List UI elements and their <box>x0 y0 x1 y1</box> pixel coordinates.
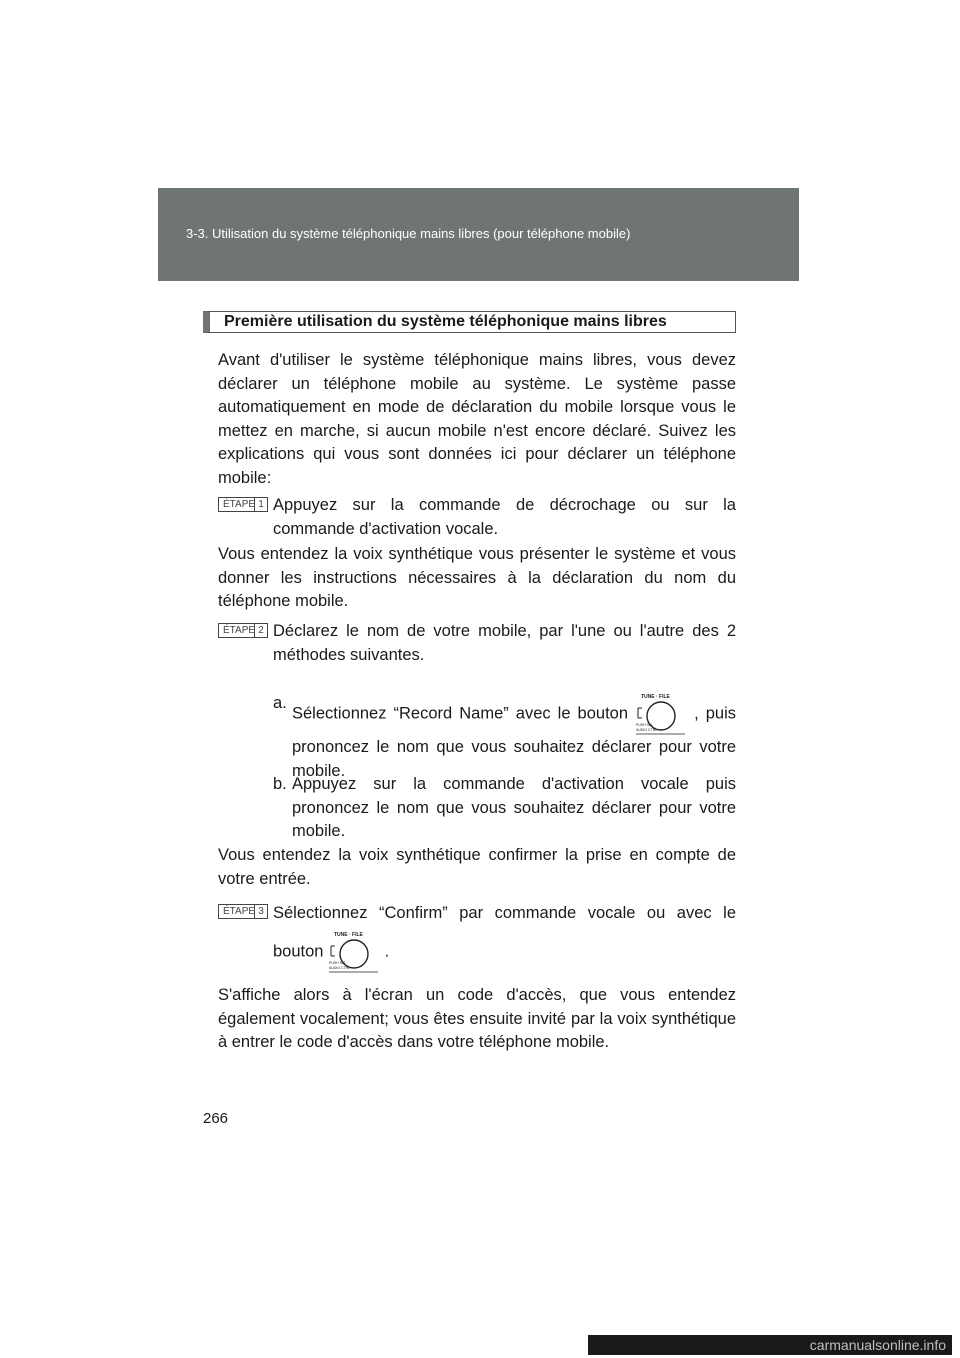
knob-top-label: TUNE · FILE <box>641 694 670 700</box>
step-badge <box>218 904 268 919</box>
step-2 <box>218 620 736 667</box>
option-marker: b. <box>273 775 287 793</box>
option-a <box>273 692 736 783</box>
step-3 <box>218 901 736 974</box>
knob-top-label: TUNE · FILE <box>334 932 363 938</box>
intro-paragraph: Avant d'utiliser le système téléphonique mains libres, vous devez déclarer un téléphone mobile au système. Le système passe automatiquement en mode de déclaration du mobile lorsque vous le mettez en marche, si aucun mobile n'est encore déclaré. Suivez les explications qui vous sont données ici pour déclarer un téléphone mobile: <box>218 351 736 487</box>
after-step2-paragraph: Vous entendez la voix synthétique confirmer la prise en compte de votre entrée. <box>218 846 736 888</box>
step-1 <box>218 494 736 541</box>
step-text-before: Sélectionnez “Confirm” par commande vocale ou avec le bouton <box>273 904 736 961</box>
chapter-header <box>158 188 799 281</box>
knob-bottom-label: AUDIO CTRL <box>636 728 658 732</box>
knob-side-label: PUSH SEL <box>329 961 347 965</box>
option-marker: a. <box>273 694 287 712</box>
step-badge <box>218 497 268 512</box>
chapter-title: 3-3. Utilisation du système téléphonique mains libres (pour téléphone mobile) <box>186 226 631 241</box>
footer-watermark: carmanualsonline.info <box>588 1335 952 1355</box>
step-badge-label: ÉTAPE <box>223 499 256 510</box>
tune-file-knob-icon <box>635 692 687 736</box>
option-text-after: , puis prononcez le nom que vous souhaitez déclarer pour votre mobile. <box>292 704 736 780</box>
after-step1-paragraph: Vous entendez la voix synthétique vous présenter le système et vous donner les instructions nécessaires à la déclaration du nom du téléphone mobile. <box>218 545 736 610</box>
knob-bottom-label: AUDIO CTRL <box>329 966 351 970</box>
after-step3-paragraph: S'affiche alors à l'écran un code d'accès, que vous entendez également vocalement; vous êtes ensuite invité par la voix synthétique à entrer le code d'accès dans votre téléphone mobile. <box>218 986 736 1051</box>
step-badge <box>218 623 268 638</box>
step-text: Déclarez le nom de votre mobile, par l'une ou l'autre des 2 méthodes suivantes. <box>273 622 736 664</box>
option-text: Appuyez sur la commande d'activation vocale puis prononcez le nom que vous souhaitez déclarer pour votre mobile. <box>292 775 736 840</box>
step-text: Appuyez sur la commande de décrochage ou sur la commande d'activation vocale. <box>273 496 736 538</box>
page-number: 266 <box>203 1110 229 1127</box>
step-badge-label: ÉTAPE <box>223 906 256 917</box>
step-text-after: . <box>384 942 390 961</box>
step-text <box>273 896 736 974</box>
step-badge-number: 1 <box>254 498 267 511</box>
knob-side-label: PUSH SEL <box>636 723 654 727</box>
tune-file-knob-icon <box>328 930 380 974</box>
step-badge-number: 2 <box>254 624 267 637</box>
step-badge-number: 3 <box>254 905 267 918</box>
option-text <box>292 692 736 783</box>
option-b <box>273 773 736 844</box>
option-text-before: Sélectionnez “Record Name” avec le bouton <box>292 704 629 723</box>
section-heading: Première utilisation du système téléphonique mains libres <box>203 311 736 333</box>
step-badge-label: ÉTAPE <box>223 625 256 636</box>
